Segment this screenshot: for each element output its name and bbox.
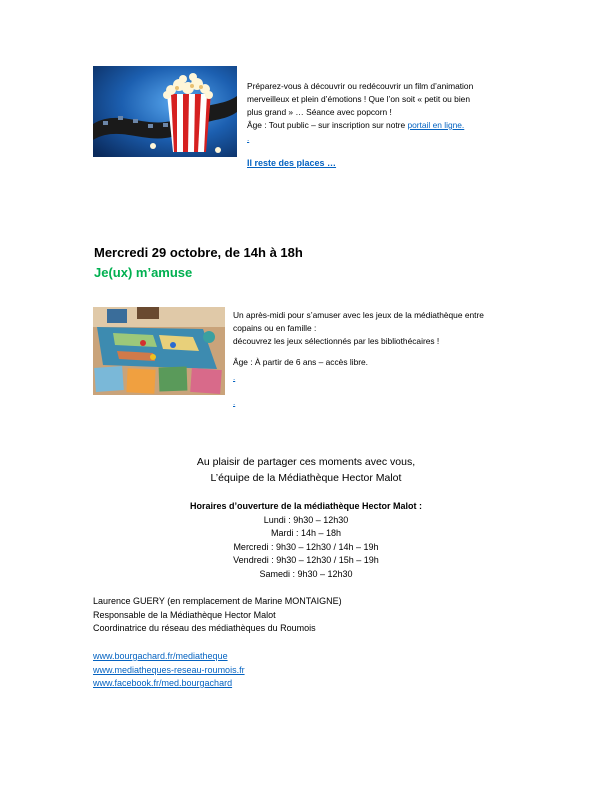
opening-hours bbox=[0, 500, 612, 581]
facebook-link[interactable]: www.facebook.fr/med.bourgachard bbox=[93, 678, 233, 688]
event1-age-label: Âge : Tout public – sur inscription sur notre bbox=[247, 120, 408, 130]
event1-dot: . bbox=[247, 134, 250, 143]
hours-row: Samedi : 9h30 – 12h30 bbox=[259, 568, 353, 579]
signature-block bbox=[93, 595, 342, 636]
closing-line2: L’équipe de la Médiathèque Hector Malot bbox=[210, 472, 402, 484]
hours-row: Mercredi : 9h30 – 12h30 / 14h – 19h bbox=[233, 541, 379, 552]
event2-line2: copains ou en famille : bbox=[233, 323, 317, 333]
hours-title: Horaires d’ouverture de la médiathèque Hector Malot : bbox=[189, 501, 423, 511]
hours-row: Mardi : 14h – 18h bbox=[270, 528, 342, 538]
signature-network: Coordinatrice du réseau des médiathèques du Roumois bbox=[93, 623, 316, 633]
places-link[interactable]: Il reste des places … bbox=[247, 158, 337, 168]
event1-line2: merveilleux et plein d’émotions ! Que l’on soit « petit ou bien bbox=[247, 94, 470, 104]
board-game-image bbox=[93, 307, 225, 395]
closing-line1: Au plaisir de partager ces moments avec vous, bbox=[196, 456, 416, 468]
website-links bbox=[93, 650, 245, 691]
event2-dot1: . bbox=[233, 373, 236, 382]
popcorn-film-image bbox=[93, 66, 237, 157]
event2-dot2: . bbox=[233, 398, 236, 407]
event2-description bbox=[233, 309, 533, 348]
closing-message bbox=[0, 454, 612, 486]
event2-title: Je(ux) m’amuse bbox=[94, 265, 193, 280]
event2-age: Âge : À partir de 6 ans – accès libre. bbox=[233, 357, 369, 367]
event1-description bbox=[247, 80, 527, 132]
event1-line3: plus grand » … Séance avec popcorn ! bbox=[247, 107, 392, 117]
hours-row: Vendredi : 9h30 – 12h30 / 15h – 19h bbox=[233, 555, 379, 565]
hours-row: Lundi : 9h30 – 12h30 bbox=[263, 514, 349, 525]
online-portal-link[interactable]: portail en ligne. bbox=[407, 120, 465, 130]
event2-line3: découvrez les jeux sélectionnés par les bibliothécaires ! bbox=[233, 336, 440, 346]
reseau-roumois-link[interactable]: www.mediatheques-reseau-roumois.fr bbox=[93, 664, 245, 675]
event2-line1: Un après-midi pour s’amuser avec les jeux de la médiathèque entre bbox=[233, 310, 484, 320]
bourgachard-mediatheque-link[interactable]: www.bourgachard.fr/mediatheque bbox=[93, 651, 228, 661]
event1-line1: Préparez-vous à découvrir ou redécouvrir un film d’animation bbox=[247, 81, 474, 91]
signature-name: Laurence GUERY (en remplacement de Marine MONTAIGNE) bbox=[93, 596, 342, 606]
event1-age bbox=[247, 119, 527, 132]
event2-date: Mercredi 29 octobre, de 14h à 18h bbox=[94, 245, 303, 260]
signature-role: Responsable de la Médiathèque Hector Malot bbox=[93, 609, 276, 620]
